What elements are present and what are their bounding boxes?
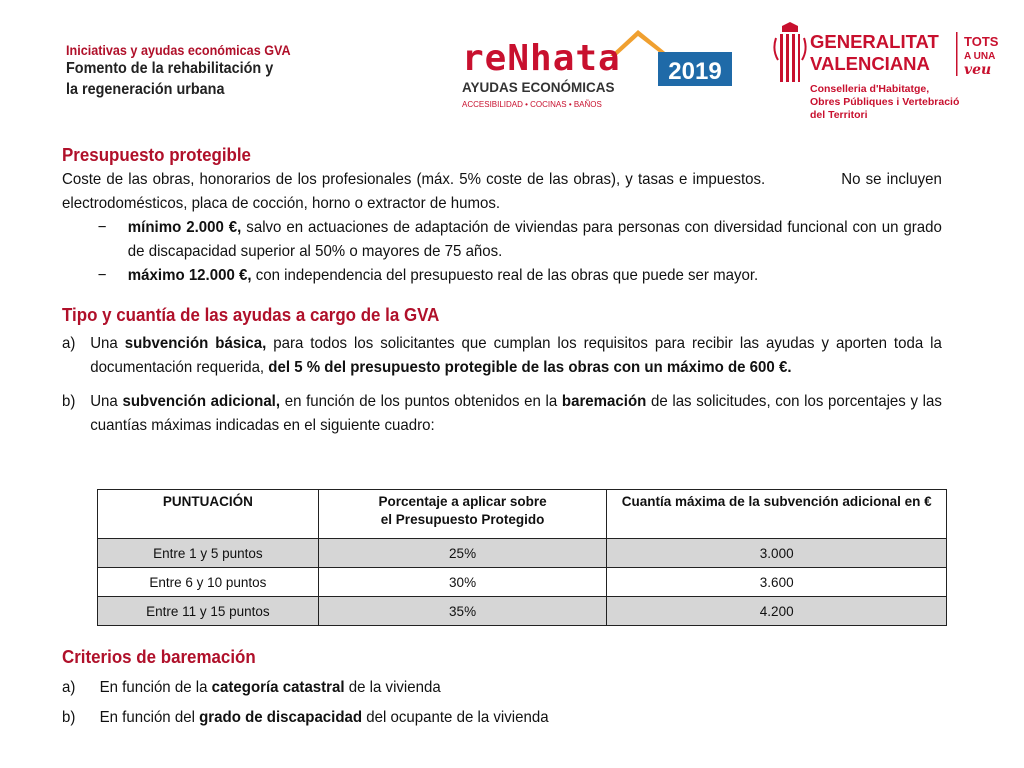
header-line-2: la regeneración urbana (66, 81, 225, 98)
logo-tagline: ACCESIBILIDAD • COCINAS • BAÑOS (462, 100, 602, 109)
presupuesto-intro-b: No se incluyen electrodomésticos, placa de cocción, horno o extractor de humos. (62, 171, 942, 212)
maximo-label: máximo 12.000 €, (127, 267, 252, 284)
text-span: Una (90, 335, 125, 352)
table-cell: 3.000 (607, 539, 947, 568)
text-span: En función del (99, 709, 200, 726)
logo-divider (956, 32, 958, 76)
gva-dept-line-3: del Territori (810, 109, 868, 121)
table-cell: 30% (318, 568, 607, 597)
ayudas-table (97, 489, 947, 626)
table-cell: 4.200 (607, 597, 947, 626)
list-marker: a) (62, 335, 76, 352)
bold-span: subvención adicional, (122, 393, 281, 410)
presupuesto-intro-a: Coste de las obras, honorarios de los profesionales (máx. 5% coste de las obras), y tasas e impuestos. (62, 171, 766, 188)
list-marker: b) (62, 393, 76, 410)
list-item-maximo (62, 264, 942, 288)
column-header-cuantia: Cuantía máxima de la subvención adicional en € (607, 490, 947, 539)
column-header-porcentaje (318, 490, 607, 539)
gva-tag-line-3: veu (964, 62, 992, 78)
text-span: para todos los solicitantes que cumplan los requisitos para recibir las ayudas y aporten toda la documentación requerida, (90, 335, 942, 376)
table-cell: Entre 11 y 15 puntos (98, 597, 319, 626)
logo-wordmark: reNhata (462, 38, 621, 79)
text-span: de la vivienda (344, 679, 441, 696)
text-span: Una (90, 393, 123, 410)
logo-subtitle: AYUDAS ECONÓMICAS (462, 80, 615, 95)
logo-year: 2019 (668, 58, 722, 85)
gva-dept-line-2: Obres Públiques i Vertebració (810, 96, 960, 108)
minimo-text: salvo en actuaciones de adaptación de viviendas para personas con diversidad funcional con un grado de discapacidad superior al 50% o mayores de 75 años. (127, 219, 942, 260)
bold-span: del 5 % del presupuesto protegible de las obras con un máximo de 600 €. (268, 359, 792, 376)
header-kicker: Iniciativas y ayudas económicas GVA (66, 42, 291, 58)
list-item-subvencion-adicional (62, 390, 942, 438)
main-content (62, 142, 998, 438)
gva-name-line-1: GENERALITAT (810, 31, 939, 52)
criterios-section (62, 644, 998, 730)
gva-tag-line-2: A UNA (964, 51, 996, 62)
section-title-tipo: Tipo y cuantía de las ayudas a cargo de la GVA (62, 305, 440, 325)
header-line: Porcentaje a aplicar sobre (378, 494, 547, 509)
table-cell: 3.600 (607, 568, 947, 597)
maximo-text: con independencia del presupuesto real de las obras que puede ser mayor. (251, 267, 759, 284)
bold-span: subvención básica, (124, 335, 267, 352)
header-line: el Presupuesto Protegido (380, 512, 545, 527)
table-row (98, 539, 947, 568)
dash-bullet-icon: − (97, 219, 107, 236)
text-span: en función de los puntos obtenidos en la (280, 393, 562, 410)
list-item-minimo (62, 216, 942, 264)
coat-of-arms-icon (774, 22, 805, 82)
table-cell: Entre 1 y 5 puntos (98, 539, 319, 568)
text-span: En función de la (99, 679, 212, 696)
section-title-criterios: Criterios de baremación (62, 647, 256, 667)
table-cell: 35% (318, 597, 607, 626)
table-cell: Entre 6 y 10 puntos (98, 568, 319, 597)
list-item-categoria (62, 676, 942, 700)
list-marker: a) (62, 679, 76, 696)
table-header-row (98, 490, 947, 539)
bold-span: categoría catastral (211, 679, 345, 696)
list-item-subvencion-basica (62, 332, 942, 380)
dash-bullet-icon: − (97, 267, 107, 284)
gva-dept-line-1: Conselleria d'Habitatge, (810, 83, 930, 95)
text-span: del ocupante de la vivienda (362, 709, 549, 726)
table-row (98, 568, 947, 597)
column-header-puntuacion: PUNTUACIÓN (98, 490, 319, 539)
list-marker: b) (62, 709, 76, 726)
text-span: de las solicitudes, con los porcentajes y las cuantías máximas indicadas en el siguiente cuadro: (90, 393, 942, 434)
generalitat-logo (772, 22, 1012, 122)
section-title-presupuesto: Presupuesto protegible (62, 145, 251, 165)
table-row (98, 597, 947, 626)
presupuesto-intro (62, 168, 942, 216)
header-line-1: Fomento de la rehabilitación y (66, 60, 274, 77)
minimo-label: mínimo 2.000 €, (127, 219, 242, 236)
renhata-logo (460, 26, 740, 120)
bold-span: grado de discapacidad (199, 709, 363, 726)
gva-tag-line-1: TOTS (964, 34, 999, 49)
list-item-discapacidad (62, 706, 942, 730)
table-cell: 25% (318, 539, 607, 568)
gva-name-line-2: VALENCIANA (810, 53, 930, 74)
header-block (66, 42, 406, 100)
bold-span: baremación (561, 393, 647, 410)
